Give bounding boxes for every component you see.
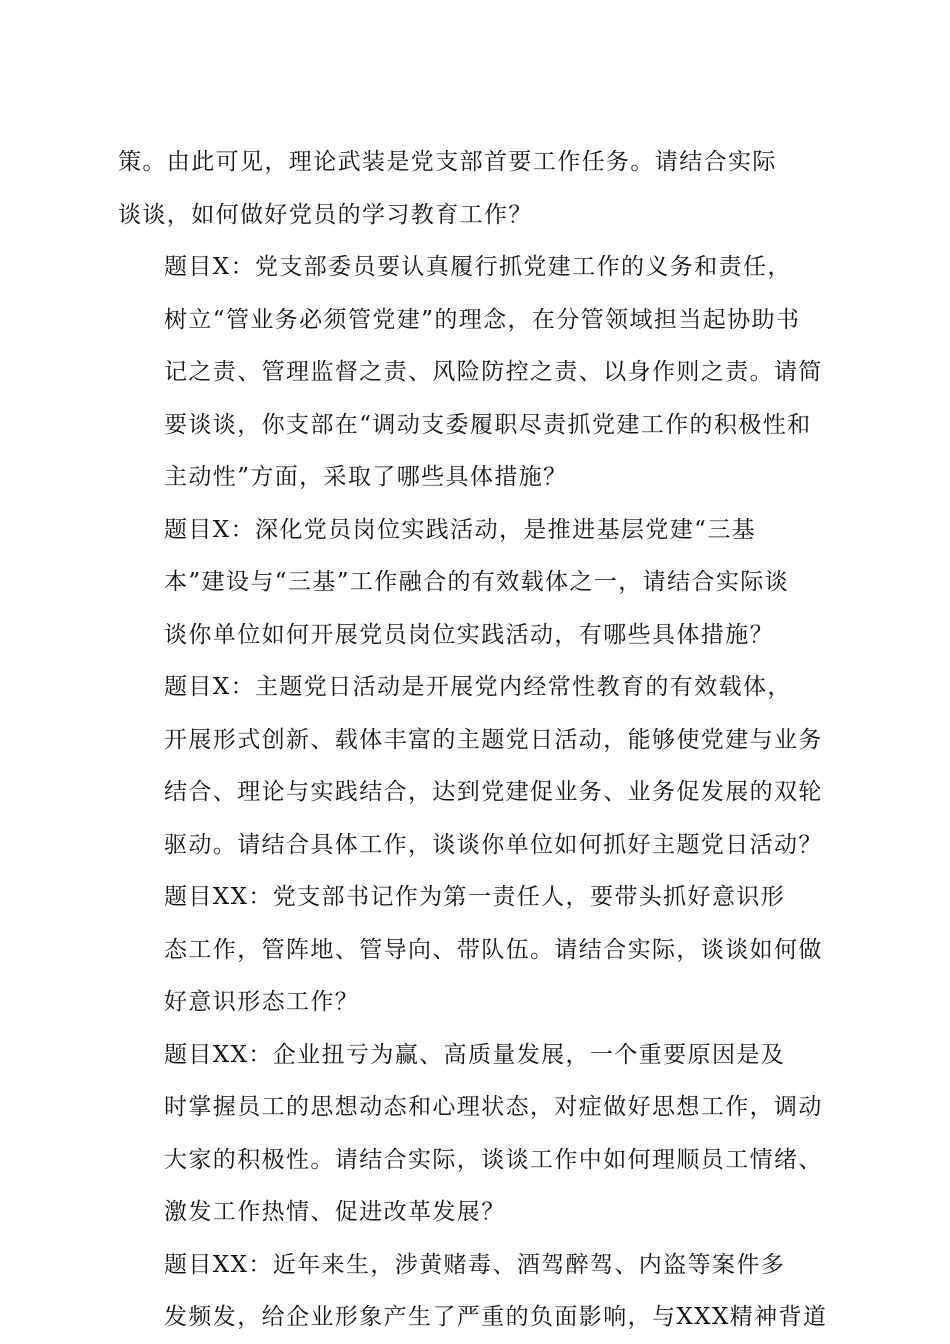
paragraph <box>118 136 823 241</box>
text-line: 题目X：党支部委员要认真履行抓党建工作的义务和责任， <box>164 254 792 280</box>
question-paragraph <box>118 1239 828 1344</box>
text-line: 好意识形态工作？ <box>164 989 360 1015</box>
text-line: 题目X：深化党员岗位实践活动，是推进基层党建“三基 <box>164 516 757 543</box>
text-line: 策。由此可见，理论武装是党支部首要工作任务。请结合实际 <box>118 149 777 175</box>
question-paragraph <box>118 661 823 871</box>
document-body <box>118 136 828 1344</box>
text-line: 态工作，管阵地、管导向、带队伍。请结合实际，谈谈如何做 <box>164 936 823 963</box>
text-line: 驱动。请结合具体工作，谈谈你单位如何抓好主题党日活动？ <box>164 831 823 858</box>
text-line: 树立“管业务必须管党建”的理念，在分管领域担当起协助书 <box>164 306 801 333</box>
text-line: 题目XX：企业扭亏为赢、高质量发展，一个重要原因是及 <box>164 1041 786 1068</box>
text-line: 本”建设与“三基”工作融合的有效载体之一，请结合实际谈 <box>164 569 790 595</box>
text-line: 题目XX：近年来生，涉黄赌毒、酒驾醉驾、内盗等案件多 <box>164 1251 786 1278</box>
text-line: 时掌握员工的思想动态和心理状态，对症做好思想工作，调动 <box>164 1094 823 1120</box>
text-line: 激发工作热情、促进改革发展？ <box>164 1199 506 1225</box>
text-line: 题目X：主题党日活动是开展党内经常性教育的有效载体， <box>164 674 792 700</box>
text-line: 大家的积极性。请结合实际，谈谈工作中如何理顺员工情绪、 <box>164 1146 823 1173</box>
text-line: 谈谈，如何做好党员的学习教育工作？ <box>118 201 533 228</box>
text-line: 发频发，给企业形象产生了严重的负面影响，与XXX精神背道 <box>164 1304 828 1330</box>
text-line: 主动性”方面，采取了哪些具体措施？ <box>164 464 568 490</box>
text-line: 结合、理论与实践结合，达到党建促业务、业务促发展的双轮 <box>164 779 823 805</box>
text-line: 记之责、管理监督之责、风险防控之责、以身作则之责。请简 <box>164 359 823 385</box>
question-paragraph <box>118 871 823 1029</box>
text-line: 要谈谈，你支部在“调动支委履职尽责抓党建工作的积极性和 <box>164 411 812 438</box>
text-line: 谈你单位如何开展党员岗位实践活动，有哪些具体措施？ <box>164 621 774 648</box>
question-paragraph <box>118 1029 823 1239</box>
question-paragraph <box>118 241 823 504</box>
text-line: 开展形式创新、载体丰富的主题党日活动，能够使党建与业务 <box>164 726 823 753</box>
text-line: 题目XX：党支部书记作为第一责任人，要带头抓好意识形 <box>164 884 786 910</box>
question-paragraph <box>118 504 823 662</box>
